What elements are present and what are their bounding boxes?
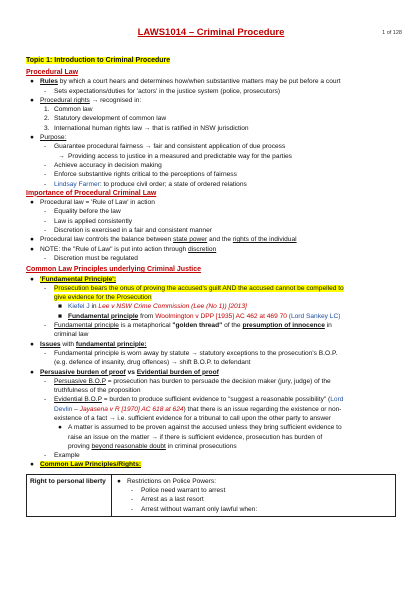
dash-icon: -: [44, 87, 47, 95]
fp-item: - Prosecution bears the onus of proving the accused's guilt AND the accused cannot be compelled to: [44, 284, 344, 292]
issues-sub: - Fundamental principle is worn away by statute → statutory exceptions to the prosecution's B.O.P.: [44, 349, 338, 357]
burden-sub-cont: existence of a fact → i.e. sufficient evidence for a tribunal to call upon the other party to answer: [54, 414, 331, 422]
fp-case-1: ■ Kiefel J in Lee v NSW Crime Commission (Lee (No 1)) [2013]: [58, 303, 247, 311]
rights-bullet: ● Procedural rights → recognised in:: [30, 96, 142, 104]
purpose-subitem: → Providing access to justice in a measured and predictable way for the parties: [58, 152, 292, 160]
importance-bullet: ● Procedural law = 'Rule of Law' in action: [30, 199, 155, 207]
common-law-heading: Common Law Principles underlying Criminal Justice: [26, 266, 202, 274]
bullet-icon: ●: [30, 96, 34, 104]
purpose-item: - Guarantee procedural fairness → fair and consistent application of due process: [44, 143, 286, 151]
rules-bullet: ● Rules by which a court hears and determines how/when substantive matters may be put before a court: [30, 78, 341, 86]
importance-sub: - Discretion must be regulated: [44, 254, 138, 262]
topic-heading: Topic 1: Introduction to Criminal Procedure: [26, 57, 171, 64]
purpose-bullet: ● Purpose:: [30, 134, 67, 142]
purpose-item: - Achieve accuracy in decision making: [44, 161, 162, 169]
table-cell-right: Right to personal liberty: [27, 474, 112, 516]
purpose-item: - Enforce substantive rights critical to the perceptions of fairness: [44, 171, 237, 179]
bullet-icon: ●: [30, 134, 34, 142]
matter-item-cont: proving beyond reasonable doubt in criminal prosecutions: [68, 442, 237, 450]
rules-sub: - Sets expectations/duties for 'actors' in the justice system (police, prosecutors): [44, 87, 281, 95]
burden-sub-cont: truthfulness of the proposition: [54, 387, 141, 395]
matter-item-cont: raise an issue on the matter → if there is sufficient evidence, prosecution has burden of: [68, 433, 323, 441]
document-title: LAWS1014 – Criminal Procedure: [137, 27, 285, 38]
rights-item-1: 1. Common law: [44, 106, 93, 114]
burden-sub: - Persuasive B.O.P = prosecution has burden to persuade the decision maker (jury, judge) of the: [44, 377, 331, 385]
issues-sub-cont: (e.g. defence of insanity, drug offences) → shift B.O.P. to defendant: [54, 359, 251, 367]
importance-sub: - Law is applied consistently: [44, 217, 133, 225]
issues-bullet: ● Issues with fundamental principle:: [30, 340, 147, 348]
importance-bullet: ● NOTE: the "Rule of Law" is put into action through discretion: [30, 245, 217, 253]
bullet-icon: ●: [30, 78, 34, 86]
rights-item-3: 3. International human rights law → that is ratified in NSW jurisdiction: [44, 124, 249, 132]
page-number: 1 of 128: [382, 30, 402, 36]
document-page: [0, 27, 416, 615]
fundamental-principle-bullet: ● 'Fundamental Principle':: [30, 275, 117, 283]
procedural-law-heading: Procedural Law: [26, 69, 79, 76]
importance-sub: - Discretion is exercised in a fair and consistent manner: [44, 227, 212, 235]
burden-sub-cont: Devlin – Jayasena v R [1970] AC 618 at 624) that there is an issue regarding the existence or non-: [54, 405, 342, 413]
importance-heading: Importance of Procedural Criminal Law: [26, 189, 157, 197]
purpose-item: - Lindsay Farmer: to produce civil order; a state of ordered relations: [44, 180, 247, 188]
importance-bullet: ● Procedural law controls the balance between state power and the rights of the individual: [30, 236, 297, 244]
table-cell-restrictions: ● Restrictions on Police Powers: - Police need warrant to arrest - Arrest as a last resort - Arrest without warrant only lawful when:: [112, 474, 396, 516]
rights-table: [26, 474, 396, 517]
fp-item-cont: criminal law: [54, 331, 89, 339]
rights-heading-bullet: ● Common Law Principles/Rights:: [30, 461, 142, 469]
fp-item-cont: give evidence for the Prosecution: [54, 294, 152, 302]
burden-sub: - Evidential B.O.P = burden to produce sufficient evidence to "suggest a reasonable possibility" (Lord: [44, 396, 344, 404]
rights-item-2: 2. Statutory development of common law: [44, 115, 167, 123]
matter-item: ● A matter is assumed to be proven against the accused unless they bring sufficient evidence to: [58, 424, 342, 432]
table-row: [27, 474, 396, 516]
example-item: - Example: [44, 452, 80, 460]
fp-item: - Fundamental principle is a metaphorical "golden thread" of the presumption of innocence in: [44, 322, 332, 330]
arrow-icon: →: [58, 152, 65, 160]
fp-case-2: ■ Fundamental principle from Woolmington v DPP [1935] AC 462 at 469 70 (Lord Sankey LC): [58, 312, 341, 320]
importance-sub: - Equality before the law: [44, 208, 121, 216]
burden-bullet: ● Persuasive burden of proof vs Evidential burden of proof: [30, 368, 219, 376]
